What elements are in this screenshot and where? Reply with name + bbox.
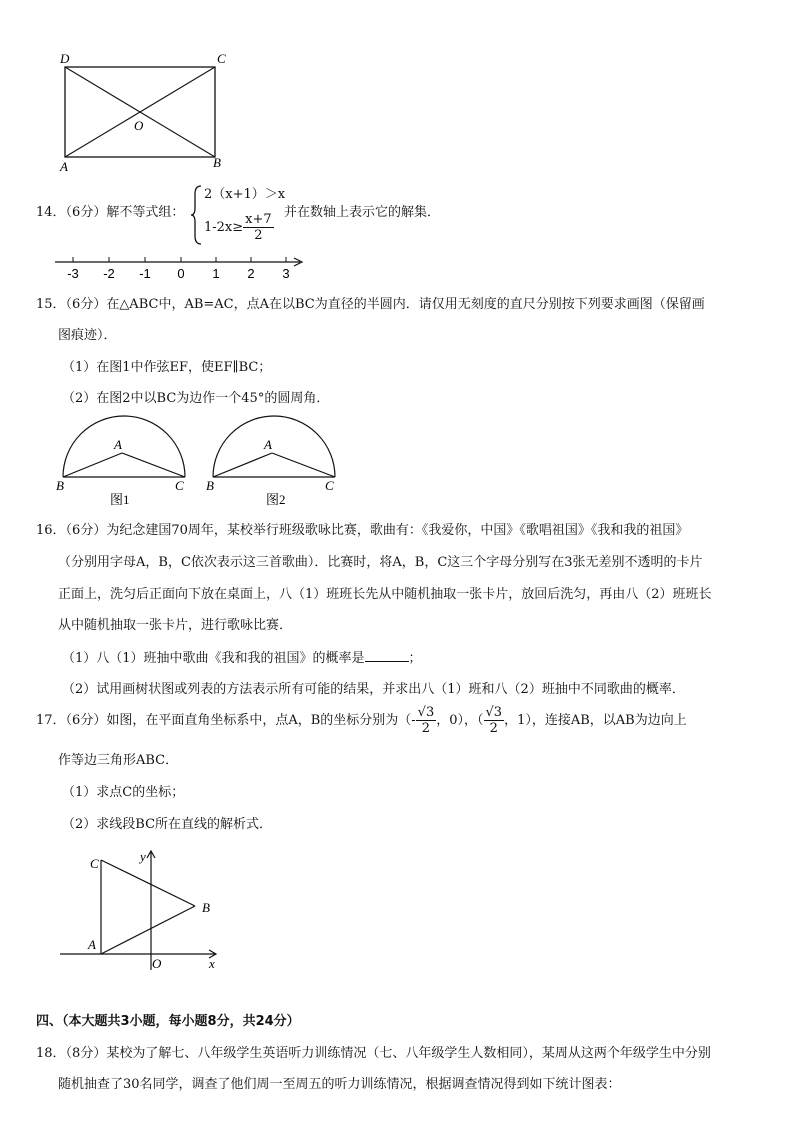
q16-part-1-end: ；: [408, 651, 422, 666]
tick-label: 1: [212, 266, 220, 281]
q17-text-c: ，1），连接AB，以AB为边向上: [504, 713, 687, 728]
origin-o-label: O: [152, 956, 162, 971]
tick-label: -2: [103, 266, 115, 281]
y-axis-label: y: [140, 849, 146, 864]
q17-line-1: [36, 705, 687, 736]
q16-part-1-text: （1）八（1）班抽中歌曲《我和我的祖国》的概率是: [62, 651, 365, 666]
q17-part-2: （2）求线段BC所在直线的解析式．: [62, 817, 273, 832]
vertex-b-label: B: [213, 155, 221, 170]
q15-line-2: 图痕迹）．: [58, 328, 117, 343]
q16-line-3: 正面上，洗匀后正面向下放在桌面上，八（1）班班长先从中随机抽取一张卡片，放回后洗匀，再由八（2）班班长: [58, 587, 712, 602]
q15-line-1: 15．（6分）在△ABC中，AB=AC，点A在以BC为直径的半圆内．请仅用无刻度的直尺分别按下列要求画图（保留画: [36, 297, 705, 312]
q14-ineq2-left: 1-2x≥: [204, 220, 244, 235]
vertex-c-label: C: [217, 51, 226, 66]
q18-line-2: 随机抽查了30名同学，调查了他们周一至周五的听力训练情况，根据调查情况得到如下统计图表：: [58, 1077, 621, 1092]
q14-fraction-numerator: x+7: [245, 212, 272, 227]
q16-line-1: 16．（6分）为纪念建国70周年，某校举行班级歌咏比赛，歌曲有：《我爱你，中国》《歌唱祖国》《我和我的祖国》: [36, 523, 689, 538]
segment-cb: [101, 860, 195, 906]
q16-part-1: [62, 649, 422, 668]
point-a-label: A: [114, 437, 122, 452]
q14-suffix: 并在数轴上表示它的解集．: [284, 205, 441, 220]
x-axis-label: x: [209, 956, 215, 971]
q17-line-2: 作等边三角形ABC．: [58, 753, 179, 768]
q17-fraction-2-denominator: 2: [489, 721, 498, 736]
point-c-label: C: [325, 478, 334, 493]
q14-inequality-2: [204, 212, 274, 243]
center-o-label: O: [134, 118, 144, 133]
q17-part-1: （1）求点C的坐标；: [62, 785, 185, 800]
segment-ab: [213, 453, 272, 477]
point-a-label: A: [88, 937, 96, 952]
figure-1-caption: 图1: [110, 492, 130, 507]
q15-figure-1: [50, 415, 200, 510]
number-line: [50, 252, 310, 282]
tick-label: 0: [177, 266, 185, 281]
tick-label: -3: [67, 266, 79, 281]
section-4-title: 四、（本大题共3小题，每小题8分，共24分）: [36, 1014, 300, 1029]
figure-2-caption: 图2: [266, 492, 286, 507]
q16-line-2: （分别用字母A，B，C依次表示这三首歌曲）．比赛时，将A，B，C这三个字母分别写在3张无差别不透明的卡片: [58, 555, 703, 570]
point-b-label: B: [202, 900, 210, 915]
segment-ab: [63, 453, 122, 477]
q17-coordinate-figure: [55, 840, 230, 975]
q16-part-2: （2）试用画树状图或列表的方法表示所有可能的结果，并求出八（1）班和八（2）班抽中不同歌曲的概率．: [62, 682, 685, 697]
point-b-label: B: [206, 478, 214, 493]
q17-fraction-2: [484, 705, 505, 736]
q17-fraction-1: [416, 705, 437, 736]
semicircle-arc: [213, 416, 335, 477]
q15-part-2: （2）在图2中以BC为边作一个45°的圆周角．: [62, 391, 330, 406]
answer-blank[interactable]: [365, 649, 409, 662]
q16-line-4: 从中随机抽取一张卡片，进行歌咏比赛．: [58, 618, 293, 633]
point-a-label: A: [264, 437, 272, 452]
tick-label: 2: [247, 266, 255, 281]
point-b-label: B: [56, 478, 64, 493]
segment-ac: [272, 453, 335, 477]
q14-fraction: [243, 212, 274, 243]
q15-part-1: （1）在图1中作弦EF，使EF∥BC；: [62, 360, 272, 375]
q17-fraction-2-numerator: √3: [485, 705, 503, 720]
tick-label: 3: [282, 266, 290, 281]
point-c-label: C: [175, 478, 184, 493]
q14-inequality-1: 2（x+1）＞x: [204, 187, 286, 202]
q17-text-b: ，0），（: [436, 713, 484, 728]
system-brace: [190, 184, 204, 246]
q15-figure-2: [200, 415, 350, 510]
q17-fraction-1-numerator: √3: [417, 705, 435, 720]
semicircle-arc: [63, 416, 185, 477]
point-c-label: C: [90, 856, 99, 871]
vertex-d-label: D: [60, 51, 70, 66]
q17-fraction-1-denominator: 2: [421, 721, 431, 736]
q17-text-a: 17．（6分）如图，在平面直角坐标系中，点A，B的坐标分别为（-: [36, 713, 416, 728]
tick-label: -1: [139, 266, 151, 281]
segment-ac: [122, 453, 185, 477]
segment-ab: [101, 906, 195, 954]
q18-line-1: 18．（8分）某校为了解七、八年级学生英语听力训练情况（七、八年级学生人数相同），某周从这两个年级学生中分别: [36, 1046, 711, 1061]
q14-prefix: 14．（6分）解不等式组：: [36, 205, 185, 220]
q14-question: [36, 204, 184, 222]
vertex-a-label: A: [60, 159, 68, 174]
rectangle-diagonals-figure: [50, 45, 240, 180]
q14-fraction-denominator: 2: [254, 228, 263, 243]
